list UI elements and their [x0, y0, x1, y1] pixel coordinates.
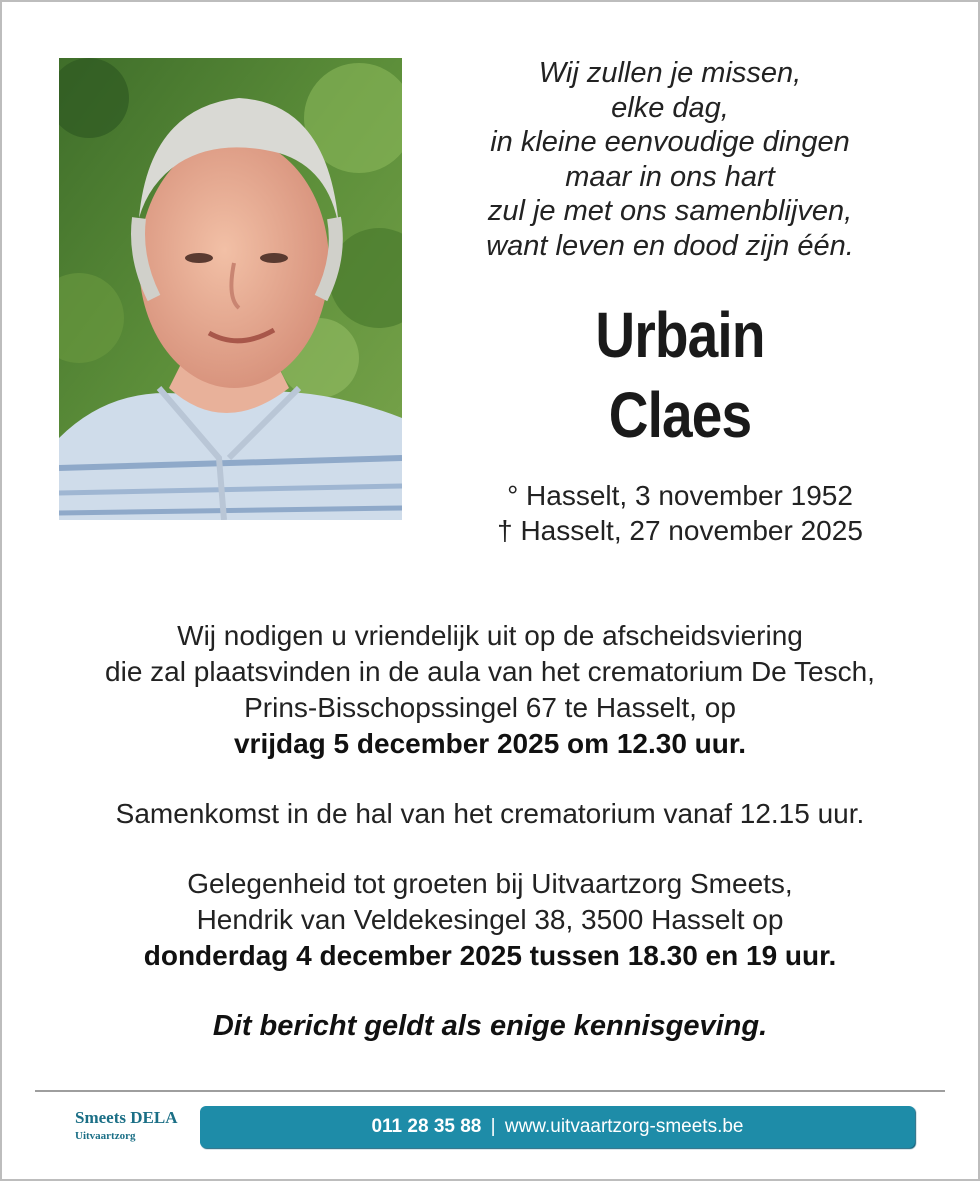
poem-line: in kleine eenvoudige dingen — [490, 126, 850, 158]
portrait-photo — [59, 58, 402, 520]
gathering-line: Samenkomst in de hal van het crematorium vanaf 12.15 uur. — [115, 798, 865, 829]
phone-number[interactable]: 011 28 35 88 — [371, 1116, 482, 1137]
poem-line: Wij zullen je missen, — [538, 57, 802, 89]
website-link[interactable]: www.uitvaartzorg-smeets.be — [504, 1116, 744, 1137]
birth-date: ° Hasselt, 3 november 1952 — [507, 480, 853, 511]
condolence-date: donderdag 4 december 2025 tussen 18.30 en 19 uur. — [143, 940, 837, 971]
funeral-home-footer — [60, 1103, 920, 1151]
poem-line: want leven en dood zijn één. — [486, 229, 854, 262]
condolence-line: Hendrik van Veldekesingel 38, 3500 Hasselt op — [196, 904, 784, 935]
gathering-text — [20, 796, 960, 832]
notice-line: Dit bericht geldt als enige kennisgeving. — [212, 1010, 768, 1042]
deceased-last-name: Claes — [608, 379, 752, 451]
deceased-first-name: Urbain — [595, 299, 765, 371]
poem-line: elke dag, — [611, 91, 729, 124]
invitation-line: die zal plaatsvinden in de aula van het crematorium De Tesch, — [105, 656, 875, 687]
invitation-line: Prins-Bisschopssingel 67 te Hasselt, op — [244, 692, 736, 723]
logo-name: Smeets DELA — [75, 1108, 178, 1127]
contact-bar — [200, 1106, 915, 1148]
memorial-poem — [440, 56, 900, 263]
poem-line: maar in ons hart — [565, 160, 775, 193]
death-date: † Hasselt, 27 november 2025 — [497, 515, 863, 546]
life-dates — [440, 478, 920, 548]
notice-text — [20, 1008, 960, 1044]
footer-divider — [35, 1090, 945, 1092]
poem-line: zul je met ons samenblijven, — [487, 195, 853, 227]
funeral-home-logo[interactable] — [60, 1103, 198, 1149]
invitation-line: Wij nodigen u vriendelijk uit op de afscheidsviering — [177, 620, 803, 651]
invitation-text — [20, 618, 960, 762]
contact-separator: | — [490, 1116, 496, 1137]
ceremony-date: vrijdag 5 december 2025 om 12.30 uur. — [233, 728, 747, 759]
condolence-text — [20, 866, 960, 974]
condolence-line: Gelegenheid tot groeten bij Uitvaartzorg Smeets, — [187, 868, 793, 899]
logo-subtitle: Uitvaartzorg — [75, 1130, 136, 1142]
